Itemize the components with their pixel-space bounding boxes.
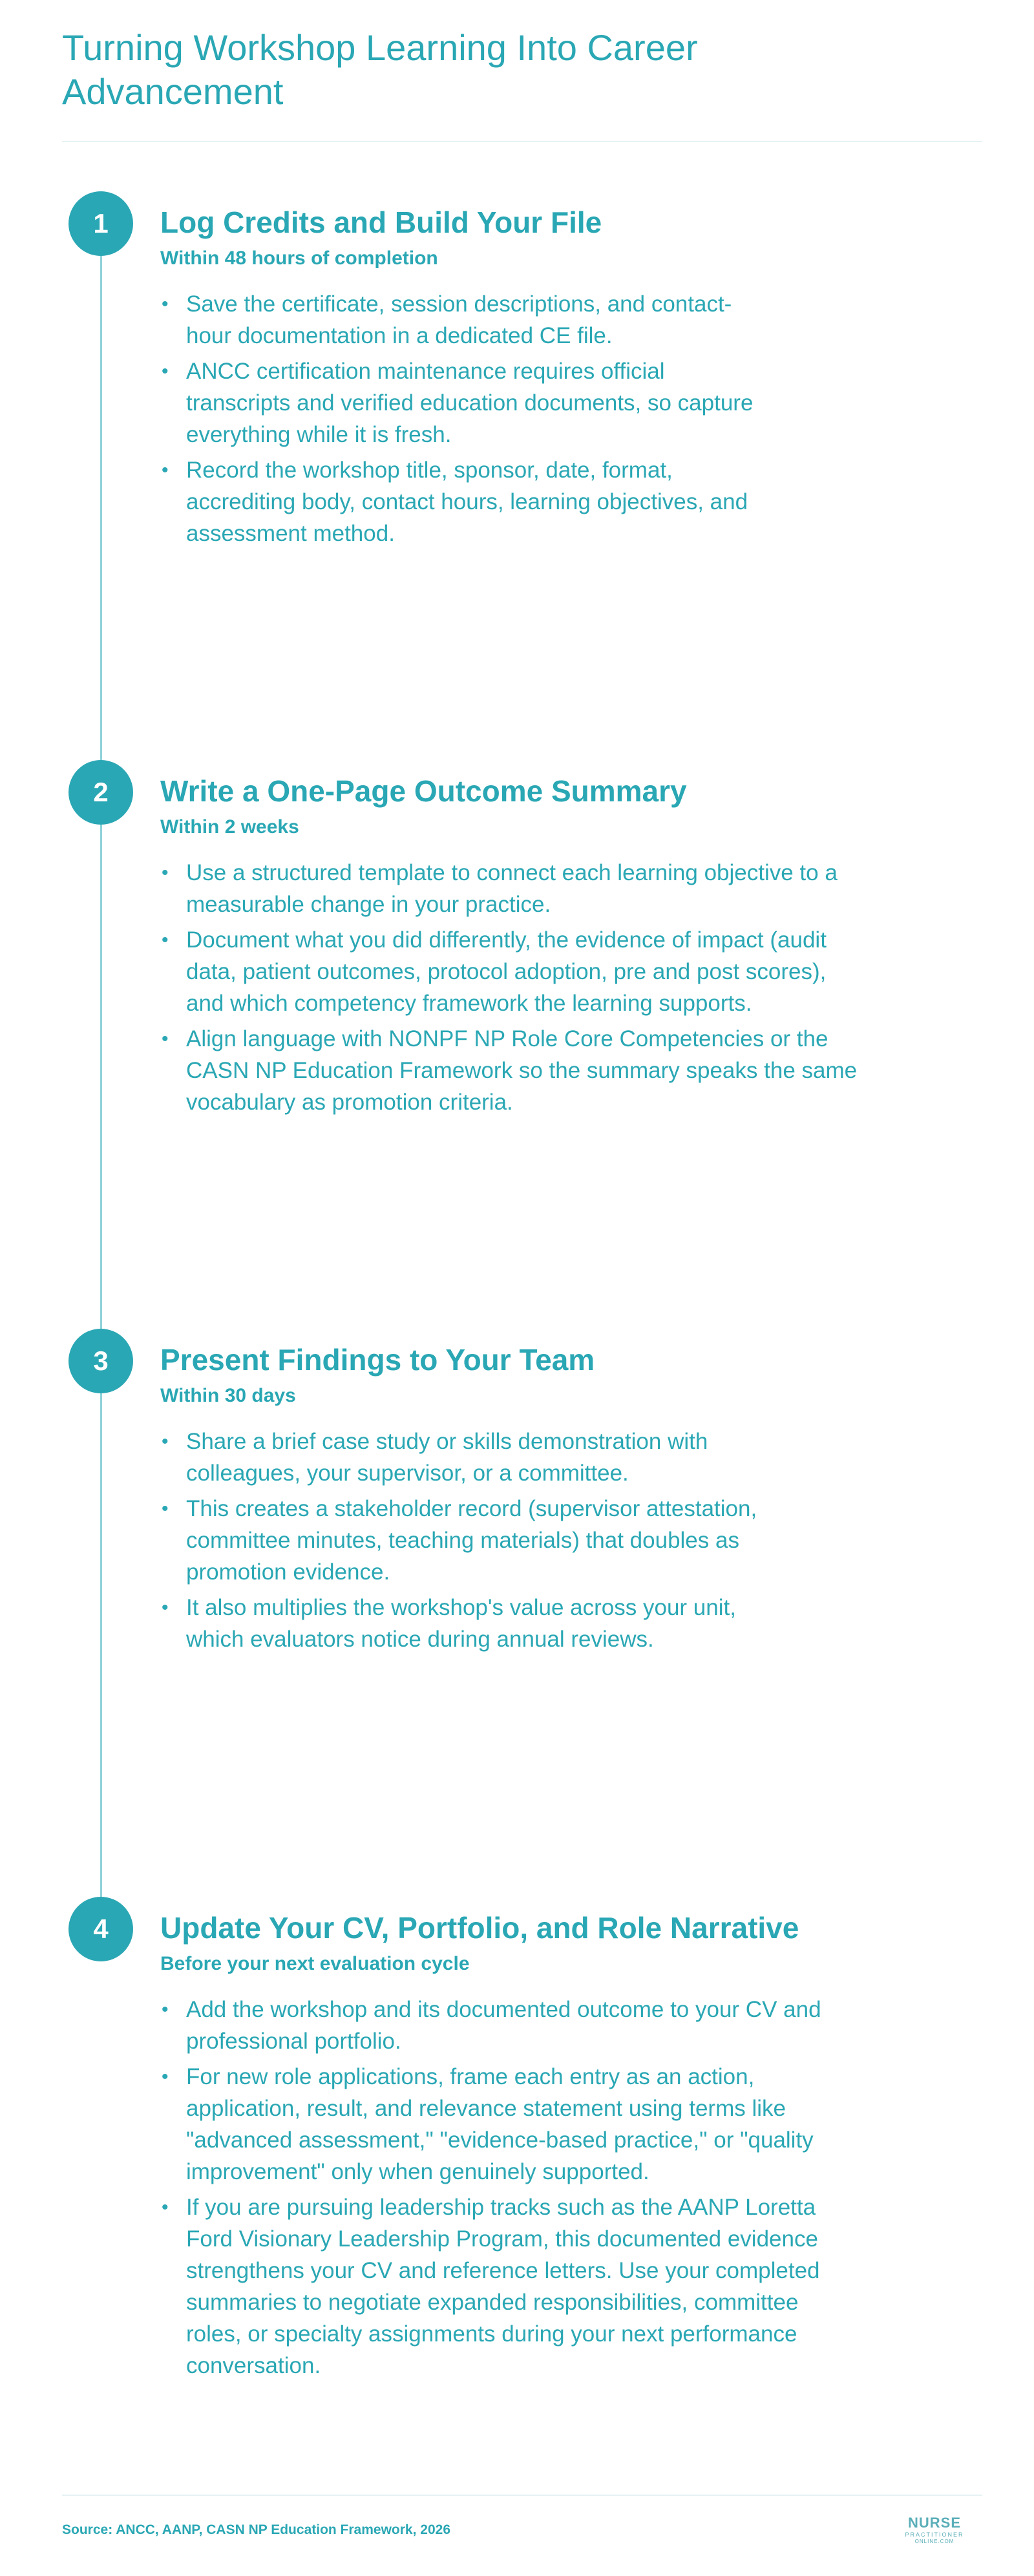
step-number-badge: 2 [69,760,133,825]
bullet-item: • Add the workshop and its documented outcome to your CV and professional portfolio. [160,1994,839,2057]
bullet-item: • If you are pursuing leadership tracks such as the AANP Loretta Ford Visionary Leadership Program, this documented evidence strengthens your CV and reference letters. Use your completed summaries to negotiate expanded responsibilities, committee roles, or specialty assignments during your next performance conversation. [160,2191,839,2381]
bullet-item: • This creates a stakeholder record (supervisor attestation, committee minutes, teaching materials) that doubles as promotion evidence. [160,1493,768,1588]
step-bullet-list [160,857,858,1122]
brand-logo [897,2516,972,2546]
step-bullet-list [160,288,768,553]
step-timing: Within 48 hours of completion [160,248,438,269]
step-timing: Within 2 weeks [160,816,299,838]
step-timing: Within 30 days [160,1385,296,1406]
bullet-item: • For new role applications, frame each entry as an action, application, result, and relevance statement using terms like "advanced assessment," "evidence-based practice," or "quality improvement" only when genuinely supported. [160,2061,839,2188]
logo-subtitle: PRACTITIONER [905,2531,964,2538]
step-number-badge: 3 [69,1329,133,1393]
bullet-item: • Document what you did differently, the evidence of impact (audit data, patient outcomes, protocol adoption, pre and post scores), and which competency framework the learning supports. [160,924,858,1019]
step-bullet-list [160,1426,768,1659]
step-number-badge: 1 [69,191,133,256]
step-title: Log Credits and Build Your File [160,206,602,239]
step-title: Write a One-Page Outcome Summary [160,774,687,808]
bullet-item: • Share a brief case study or skills demonstration with colleagues, your supervisor, or a committee. [160,1426,768,1489]
bullet-item: • Save the certificate, session descriptions, and contact-hour documentation in a dedicated CE file. [160,288,768,352]
footer-divider [62,2495,982,2496]
logo-domain: ONLINE.COM [914,2539,955,2544]
step-number-badge: 4 [69,1897,133,1961]
title-divider [62,141,982,142]
bullet-item: • Align language with NONPF NP Role Core Competencies or the CASN NP Education Framework so the summary speaks the same vocabulary as promotion criteria. [160,1023,858,1118]
bullet-item: • Use a structured template to connect each learning objective to a measurable change in your practice. [160,857,858,920]
logo-wordmark: NURSE [907,2515,961,2531]
bullet-item: • Record the workshop title, sponsor, date, format, accrediting body, contact hours, learning objectives, and assessment method. [160,454,768,549]
bullet-item: • ANCC certification maintenance requires official transcripts and verified education documents, so capture everything while it is fresh. [160,355,768,450]
source-note: Source: ANCC, AANP, CASN NP Education Framework, 2026 [62,2522,450,2537]
page-title: Turning Workshop Learning Into Career Advancement [62,27,698,112]
step-title: Update Your CV, Portfolio, and Role Narrative [160,1911,799,1945]
step-bullet-list [160,1994,839,2385]
step-title: Present Findings to Your Team [160,1343,595,1377]
bullet-item: • It also multiplies the workshop's value across your unit, which evaluators notice during annual reviews. [160,1592,768,1655]
timeline-line [100,223,102,1929]
step-timing: Before your next evaluation cycle [160,1953,470,1974]
